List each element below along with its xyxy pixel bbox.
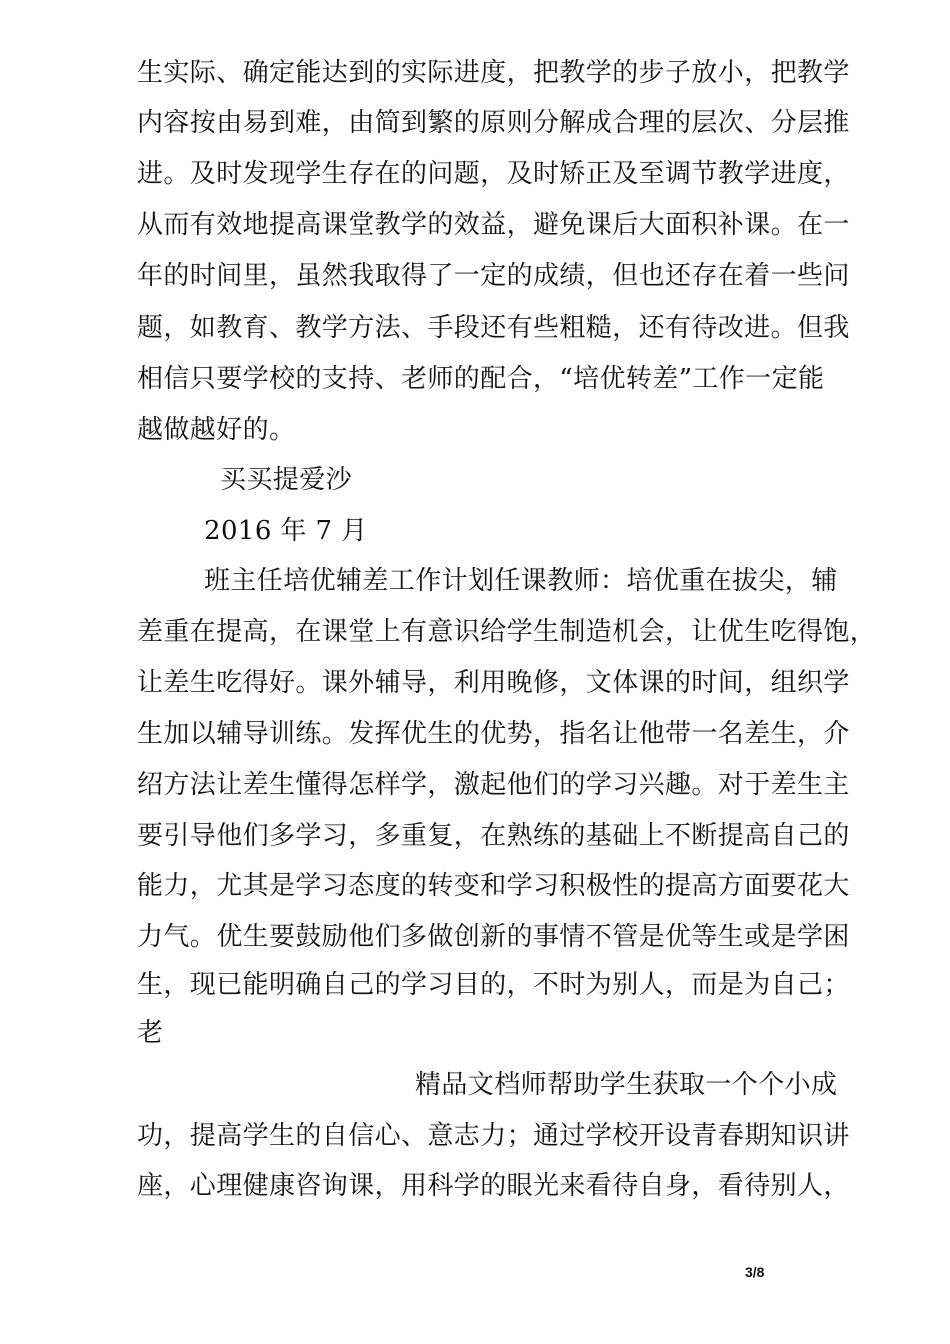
text-line: 能力，尤其是学习态度的转变和学习积极性的提高方面要花大 <box>137 871 850 901</box>
text-line: 力气。优生要鼓励他们多做创新的事情不管是优等生或是学困 <box>137 922 850 952</box>
text-line: 功，提高学生的自信心、意志力；通过学校开设青春期知识讲 <box>137 1121 850 1151</box>
text-line: 生实际、确定能达到的实际进度，把教学的步子放小，把教学 <box>137 58 850 88</box>
text-line: 精品文档师帮助学生获取一个个小成 <box>415 1070 838 1100</box>
text-line: 生，现已能明确自己的学习目的，不时为别人，而是为自己； <box>137 970 850 1000</box>
document-date: 2016 年 7 月 <box>204 516 368 546</box>
text-line: 进。及时发现学生存在的问题，及时矫正及至调节教学进度， <box>137 159 850 189</box>
text-line: 题，如教育、教学方法、手段还有些粗糙，还有待改进。但我 <box>137 313 850 343</box>
text-line: 让差生吃得好。课外辅导，利用晚修，文体课的时间，组织学 <box>137 668 850 698</box>
author-signature: 买买提爱沙 <box>220 465 353 495</box>
text-line: 相信只要学校的支持、老师的配合，“培优转差”工作一定能 <box>137 364 825 394</box>
text-line: 内容按由易到难，由简到繁的原则分解成合理的层次、分层推 <box>137 108 850 138</box>
text-line: 绍方法让差生懂得怎样学，激起他们的学习兴趣。对于差生主 <box>137 770 850 800</box>
text-line: 老 <box>137 1018 164 1048</box>
text-line: 年的时间里，虽然我取得了一定的成绩，但也还存在着一些问 <box>137 261 850 291</box>
text-line: 座，心理健康咨询课，用科学的眼光来看待自身，看待别人， <box>137 1171 850 1201</box>
text-line: 班主任培优辅差工作计划任课教师：培优重在拔尖，辅 <box>204 566 838 596</box>
text-line: 差重在提高，在课堂上有意识给学生制造机会，让优生吃得饱， <box>137 617 877 647</box>
text-line: 要引导他们多学习，多重复，在熟练的基础上不断提高自己的 <box>137 821 850 851</box>
text-line: 生加以辅导训练。发挥优生的优势，指名让他带一名差生，介 <box>137 719 850 749</box>
text-line: 越做越好的。 <box>137 415 296 445</box>
text-line: 从而有效地提高课堂教学的效益，避免课后大面积补课。在一 <box>137 210 850 240</box>
page-number: 3/8 <box>745 1264 765 1280</box>
